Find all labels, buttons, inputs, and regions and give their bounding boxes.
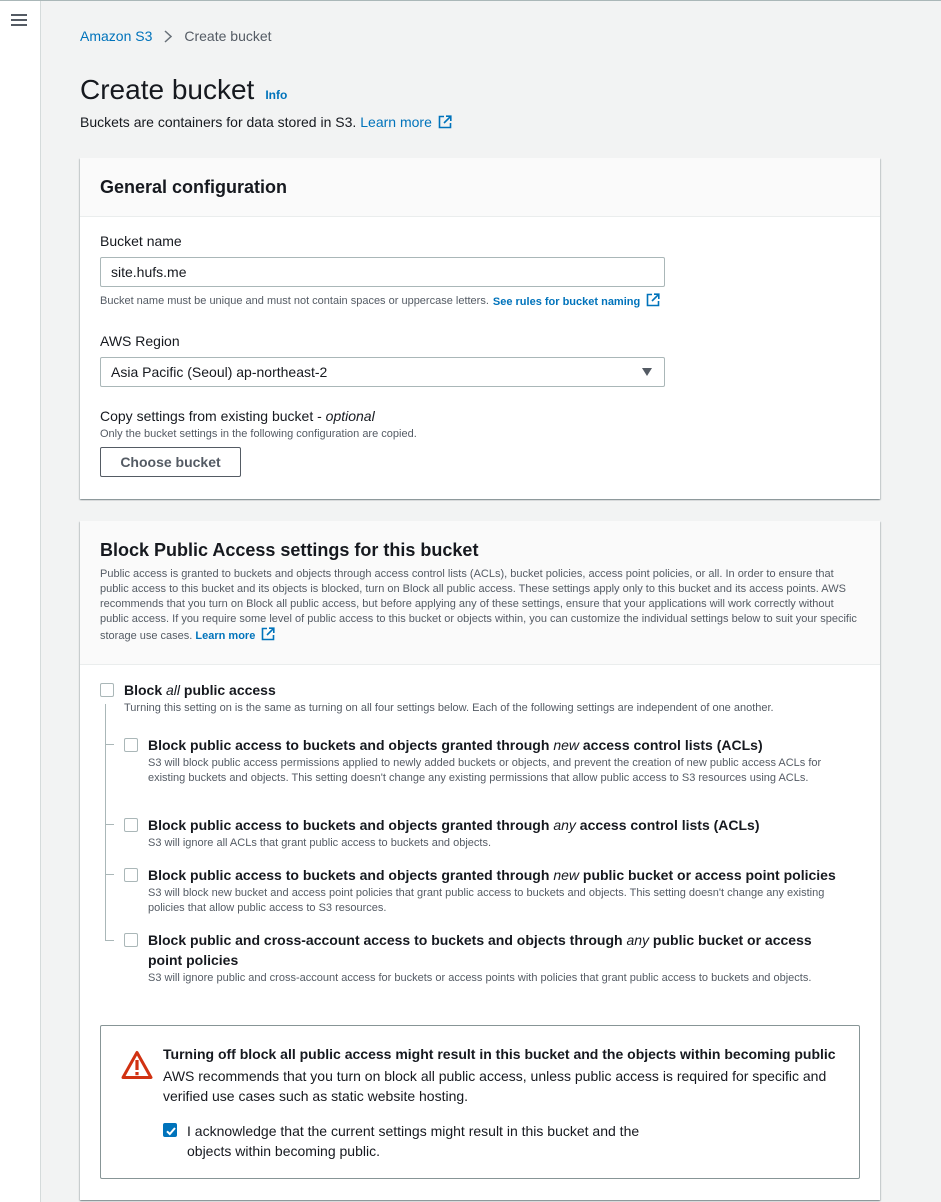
bpa-description-text: Public access is granted to buckets and objects through access control lists (ACLs), bucket policies, access point policies, or all. In order to ensure that public access to this bucket and its objects is blocked, turn on Block all public access. These settings apply only to this bucket and its access points. AWS recommends that you turn on Block all public access, but before applying any of these settings, ensure that your applications will work correctly without public access. If you require some level of public access to this bucket or objects within, you can customize the individual settings below to suit your specific storage use cases. bbox=[100, 568, 857, 642]
checkmark-icon bbox=[165, 1125, 177, 1137]
bpa-description bbox=[100, 567, 860, 644]
block-new-acls-checkbox[interactable] bbox=[124, 738, 138, 752]
copy-settings-label-text: Copy settings from existing bucket - bbox=[100, 408, 322, 424]
alert-title: Turning off block all public access might result in this bucket and the objects within becoming public bbox=[163, 1046, 836, 1062]
external-link-icon bbox=[438, 115, 452, 129]
panel-title: General configuration bbox=[100, 177, 288, 197]
choose-bucket-button[interactable]: Choose bucket bbox=[100, 447, 241, 477]
bucket-name-hint-text: Bucket name must be unique and must not contain spaces or uppercase letters. bbox=[100, 294, 489, 307]
block-all-description: Turning this setting on is the same as turning on all four settings below. Each of the following settings are independent of one another. bbox=[124, 702, 774, 714]
warning-icon bbox=[121, 1050, 153, 1080]
page-description bbox=[80, 114, 452, 130]
bucket-name-hint bbox=[100, 293, 660, 308]
acknowledge-checkbox[interactable] bbox=[163, 1123, 177, 1137]
block-all-title-post: public access bbox=[180, 682, 276, 698]
breadcrumb-amazon-s3[interactable]: Amazon S3 bbox=[80, 28, 153, 44]
block-new-policies-checkbox[interactable] bbox=[124, 868, 138, 882]
external-link-icon bbox=[261, 627, 275, 641]
panel-header bbox=[80, 158, 880, 217]
page-header bbox=[80, 74, 287, 106]
general-configuration-panel bbox=[80, 158, 880, 499]
option-title-pre: Block public access to buckets and objects granted through bbox=[148, 817, 554, 833]
page-title: Create bucket bbox=[80, 74, 255, 105]
breadcrumb bbox=[80, 28, 272, 44]
top-border bbox=[0, 0, 941, 1]
option-title-pre: Block public and cross-account access to buckets and objects through bbox=[148, 932, 627, 948]
block-cross-account-title bbox=[148, 930, 838, 970]
external-link-icon bbox=[646, 293, 660, 307]
block-all-title-pre: Block bbox=[124, 682, 167, 698]
block-all-checkbox[interactable] bbox=[100, 683, 114, 697]
block-any-acls-description: S3 will ignore all ACLs that grant public access to buckets and objects. bbox=[148, 837, 492, 849]
block-new-policies-description: S3 will block new bucket and access point policies that grant public access to buckets and objects. This setting doesn't change any existing policies that allow public access to S3 resources. bbox=[148, 887, 825, 914]
tree-branch bbox=[105, 744, 114, 745]
block-all-title-em: all bbox=[166, 682, 181, 698]
block-new-acls-title bbox=[148, 735, 860, 755]
block-new-acls-description: S3 will block public access permissions applied to newly added buckets or objects, and prevent the creation of new public access ACLs for existing buckets and objects. This setting doesn't change any existing permissions that allow public access to S3 resources using ACLs. bbox=[148, 757, 822, 784]
public-access-warning-alert bbox=[100, 1025, 860, 1179]
copy-settings-label bbox=[100, 408, 375, 424]
breadcrumb-current: Create bucket bbox=[184, 28, 272, 44]
learn-more-link[interactable] bbox=[360, 114, 452, 130]
tree-branch bbox=[105, 940, 114, 941]
option-title-post: access control lists (ACLs) bbox=[575, 817, 760, 833]
bpa-learn-more-label: Learn more bbox=[195, 630, 256, 642]
option-title-pre: Block public access to buckets and objects granted through bbox=[148, 867, 554, 883]
chevron-right-icon bbox=[164, 30, 172, 43]
tree-branch bbox=[105, 824, 114, 825]
page-description-text: Buckets are containers for data stored in S3. bbox=[80, 114, 357, 130]
aws-region-value: Asia Pacific (Seoul) ap-northeast-2 bbox=[111, 364, 328, 380]
menu-icon[interactable] bbox=[11, 14, 27, 28]
option-title-em: any bbox=[626, 932, 650, 948]
block-any-acls-checkbox[interactable] bbox=[124, 818, 138, 832]
block-public-access-panel bbox=[80, 521, 880, 1200]
optional-tag: optional bbox=[325, 408, 375, 424]
bpa-learn-more-link[interactable] bbox=[195, 630, 275, 642]
info-link[interactable]: Info bbox=[265, 88, 288, 102]
aws-region-label: AWS Region bbox=[100, 333, 180, 349]
option-title-post: public bucket or access point policies bbox=[579, 867, 836, 883]
learn-more-label: Learn more bbox=[360, 114, 432, 130]
option-title-post: public bucket or access point policies bbox=[148, 932, 812, 968]
bucket-naming-rules-label: See rules for bucket naming bbox=[492, 296, 641, 308]
block-cross-account-description: S3 will ignore public and cross-account access for buckets or access points with policies that grant public access to buckets and objects. bbox=[148, 972, 812, 984]
panel-title: Block Public Access settings for this bucket bbox=[100, 540, 479, 560]
aws-region-select[interactable] bbox=[100, 357, 665, 387]
alert-body: AWS recommends that you turn on block all public access, unless public access is required for specific and verified use cases such as static website hosting. bbox=[163, 1068, 827, 1104]
option-title-em: new bbox=[553, 867, 579, 883]
block-cross-account-checkbox[interactable] bbox=[124, 933, 138, 947]
bucket-name-label: Bucket name bbox=[100, 233, 182, 249]
block-any-acls-title bbox=[148, 815, 860, 835]
block-new-policies-title bbox=[148, 865, 860, 885]
option-title-post: access control lists (ACLs) bbox=[579, 737, 763, 753]
bucket-name-input[interactable]: site.hufs.me bbox=[100, 257, 665, 287]
option-title-em: new bbox=[553, 737, 579, 753]
option-title-pre: Block public access to buckets and objects granted through bbox=[148, 737, 554, 753]
block-all-title bbox=[124, 680, 276, 700]
caret-down-icon bbox=[642, 368, 652, 376]
bucket-naming-rules-link[interactable] bbox=[493, 293, 660, 308]
tree-connector bbox=[105, 704, 106, 941]
tree-branch bbox=[105, 874, 114, 875]
acknowledge-label: I acknowledge that the current settings might result in this bucket and the objects within becoming public. bbox=[187, 1123, 640, 1159]
panel-header bbox=[80, 521, 880, 665]
copy-settings-hint: Only the bucket settings in the following configuration are copied. bbox=[100, 428, 417, 440]
side-navigation-rail bbox=[0, 1, 41, 1202]
option-title-em: any bbox=[553, 817, 576, 833]
